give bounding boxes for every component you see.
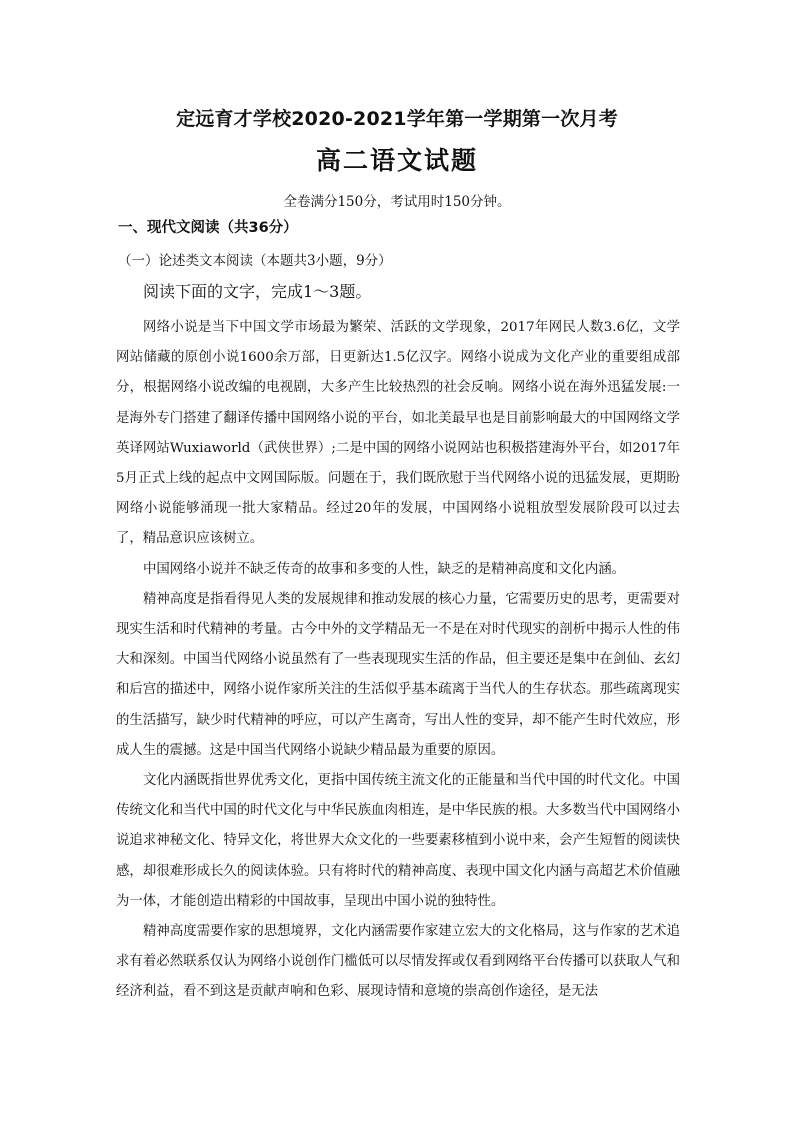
reading-passage: [116, 313, 680, 1008]
subsection-title: （一）论述类文本阅读（本题共3小题，9分）: [118, 253, 392, 269]
exam-subject-title: 高二语文试题: [315, 146, 478, 175]
passage-paragraph: 网络小说是当下中国文学市场最为繁荣、活跃的文学现象，2017年网民人数3.6亿，文学网站储藏的原创小说1600余万部，日更新达1.5亿汉字。网络小说成为文化产业的重要组成部分，根据网络小说改编的电视剧，大多产生比较热烈的社会反响。网络小说在海外迅猛发展:一是海外专门搭建了翻译传播中国网络小说的平台，如北美最早也是目前影响最大的中国网络文学英译网站Wuxiaworld（武侠世界）;二是中国的网络小说网站也积极搭建海外平台，如2017年5月正式上线的起点中文网国际版。问题在于，我们既欣慰于当代网络小说的迅猛发展，更期盼网络小说能够涌现一批大家精品。经过20年的发展，中国网络小说粗放型发展阶段可以过去了，精品意识应该树立。: [116, 320, 680, 547]
passage-paragraph: 中国网络小说并不缺乏传奇的故事和多变的人性，缺乏的是精神高度和文化内涵。: [143, 561, 626, 577]
school-exam-title: 定远育才学校2020-2021学年第一学期第一次月考: [176, 108, 618, 130]
exam-score-note: 全卷满分150分，考试用时150分钟。: [283, 194, 511, 210]
passage-paragraph: 精神高度需要作家的思想境界，文化内涵需要作家建立宏大的文化格局，这与作家的艺术追求有着必然联系仅认为网络小说创作门槛低可以尽情发挥或仅看到网络平台传播可以获取人气和经济利益，看不到这是贡献声响和色彩、展现诗情和意境的崇高创作途径，是无法: [116, 924, 680, 1000]
reading-instruction: 阅读下面的文字，完成1～3题。: [143, 282, 372, 301]
passage-paragraph: 文化内涵既指世界优秀文化，更指中国传统主流文化的正能量和当代中国的时代文化。中国传统文化和当代中国的时代文化与中华民族血肉相连，是中华民族的根。大多数当代中国网络小说追求神秘文化、特异文化，将世界大众文化的一些要素移植到小说中来，会产生短暂的阅读快感，却很难形成长久的阅读体验。只有将时代的精神高度、表现中国文化内涵与高超艺术价值融为一体，才能创造出精彩的中国故事，呈现出中国小说的独特性。: [116, 773, 680, 909]
section-title: 一、现代文阅读（共36分）: [118, 220, 298, 236]
passage-paragraph: 精神高度是指看得见人类的发展规律和推动发展的核心力量，它需要历史的思考，更需要对现实生活和时代精神的考量。古今中外的文学精品无一不是在对时代现实的剖析中揭示人性的伟大和深刻。中国当代网络小说虽然有了一些表现现实生活的作品，但主要还是集中在剑仙、玄幻和后宫的描述中，网络小说作家所关注的生活似乎基本疏离于当代人的生存状态。那些疏离现实的生活描写，缺少时代精神的呼应，可以产生离奇，写出人性的变异，却不能产生时代效应，形成人生的震撼。这是中国当代网络小说缺少精品最为重要的原因。: [116, 591, 680, 758]
